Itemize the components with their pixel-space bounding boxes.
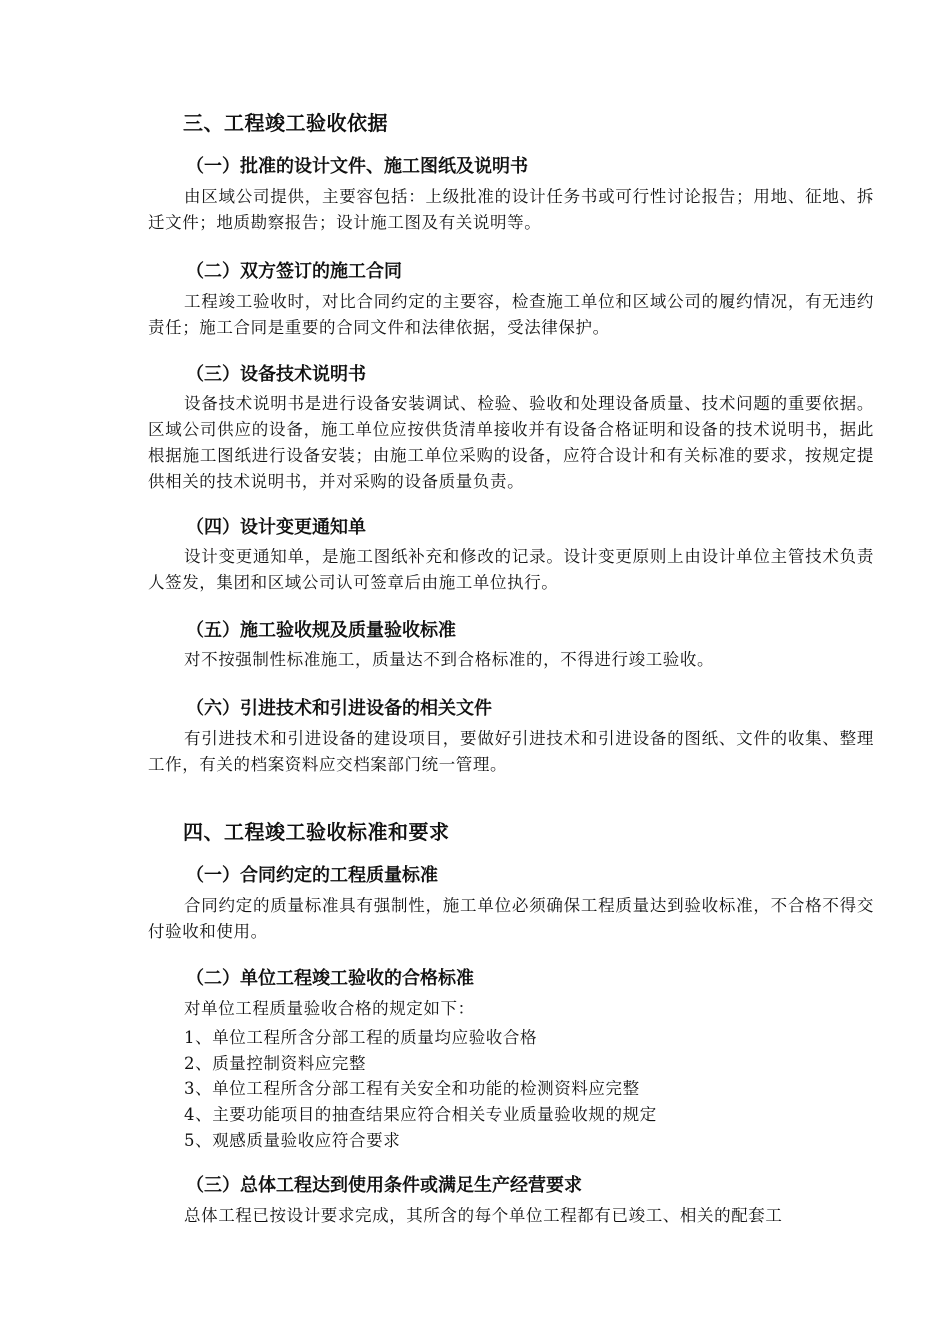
list-item: 1、单位工程所含分部工程的质量均应验收合格 xyxy=(184,1028,538,1047)
section-3-3-paragraph: 设备技术说明书是进行设备安装调试、检验、验收和处理设备质量、技术问题的重要依据。区域公司供应的设备，施工单位应按供货清单接收并有设备合格证明和设备的技术说明书，据此根据施工图纸进行设备安装；由施工单位采购的设备，应符合设计和有关标准的要求，按规定提供相关的技术说明书，并对采购的设备质量负责。 xyxy=(148,394,874,491)
section-4-1-paragraph: 合同约定的质量标准具有强制性，施工单位必须确保工程质量达到验收标准，不合格不得交付验收和使用。 xyxy=(148,896,874,941)
list-item: 3、单位工程所含分部工程有关安全和功能的检测资料应完整 xyxy=(184,1079,640,1098)
section-3-2-paragraph: 工程竣工验收时，对比合同约定的主要容，检查施工单位和区域公司的履约情况，有无违约责任；施工合同是重要的合同文件和法律依据，受法律保护。 xyxy=(148,292,874,337)
section-3-4-heading: （四）设计变更通知单 xyxy=(186,517,366,538)
list-item: 2、质量控制资料应完整 xyxy=(184,1054,367,1073)
list-item: 4、主要功能项目的抽查结果应符合相关专业质量验收规的规定 xyxy=(184,1105,657,1124)
section-4-1-heading: （一）合同约定的工程质量标准 xyxy=(186,865,438,886)
section-3-3-heading: （三）设备技术说明书 xyxy=(186,364,366,385)
section-4-2-intro: 对单位工程质量验收合格的规定如下： xyxy=(184,999,475,1018)
section-3-1-heading: （一）批准的设计文件、施工图纸及说明书 xyxy=(186,156,528,177)
section-4-2-heading: （二）单位工程竣工验收的合格标准 xyxy=(186,968,474,989)
section-3-5-heading: （五）施工验收规及质量验收标准 xyxy=(186,620,456,641)
section-3-5-paragraph: 对不按强制性标准施工，质量达不到合格标准的，不得进行竣工验收。 xyxy=(184,650,715,669)
section-4-3-heading: （三）总体工程达到使用条件或满足生产经营要求 xyxy=(186,1175,582,1196)
section-3-6-heading: （六）引进技术和引进设备的相关文件 xyxy=(186,698,492,719)
section-4-3-paragraph: 总体工程已按设计要求完成，其所含的每个单位工程都有已竣工、相关的配套工 xyxy=(184,1206,783,1225)
section-3-heading: 三、工程竣工验收依据 xyxy=(183,111,388,135)
list-item: 5、观感质量验收应符合要求 xyxy=(184,1131,401,1150)
section-3-4-paragraph: 设计变更通知单，是施工图纸补充和修改的记录。设计变更原则上由设计单位主管技术负责人签发，集团和区域公司认可签章后由施工单位执行。 xyxy=(148,547,874,592)
section-3-1-paragraph: 由区域公司提供，主要容包括：上级批准的设计任务书或可行性讨论报告；用地、征地、拆迁文件；地质勘察报告；设计施工图及有关说明等。 xyxy=(148,187,874,232)
section-3-6-paragraph: 有引进技术和引进设备的建设项目，要做好引进技术和引进设备的图纸、文件的收集、整理工作，有关的档案资料应交档案部门统一管理。 xyxy=(148,729,874,774)
section-3-2-heading: （二）双方签订的施工合同 xyxy=(186,261,402,282)
section-4-heading: 四、工程竣工验收标准和要求 xyxy=(183,820,450,844)
